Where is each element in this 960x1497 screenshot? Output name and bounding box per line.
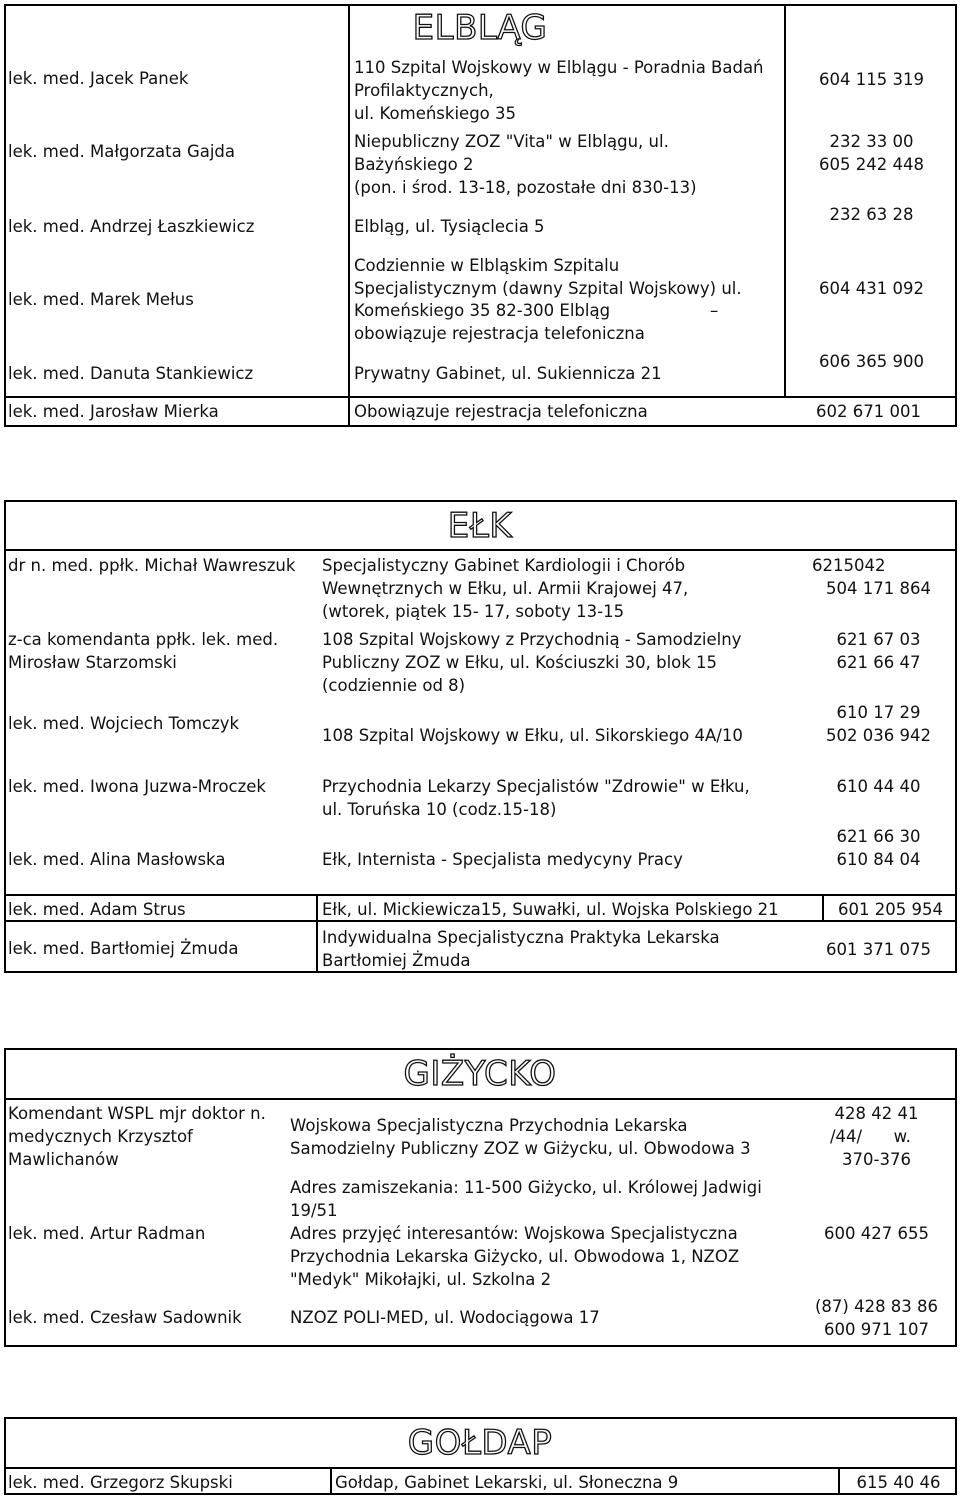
phone-number: 610 44 40 — [836, 777, 921, 796]
section-title-goldap: GOŁDAP — [407, 1423, 553, 1463]
phone-number: 601 205 954 — [838, 900, 943, 919]
elk-col-divider-1 — [316, 894, 318, 973]
clinic-address: Wewnętrznych w Ełku, ul. Armii Krajowej 47, — [322, 579, 689, 598]
phone-number: 370-376 — [842, 1150, 911, 1169]
phone-number: /44/ w. — [830, 1127, 911, 1146]
phone-number: (87) 428 83 86 — [814, 1297, 939, 1316]
doctor-name: lek. med. Czesław Sadownik — [8, 1308, 242, 1327]
section-title-elblag: ELBLĄG — [412, 8, 548, 48]
phone-number: 601 371 075 — [826, 940, 931, 959]
clinic-address: Wojskowa Specjalistyczna Przychodnia Lekarska — [290, 1116, 688, 1135]
doctor-name: dr n. med. ppłk. Michał Wawreszuk — [8, 556, 296, 575]
phone-number: 600 971 107 — [824, 1320, 929, 1339]
phone-number: 604 115 319 — [819, 70, 924, 89]
phone-number: 232 33 00 — [829, 132, 914, 151]
doctor-name: lek. med. Andrzej Łaszkiewicz — [8, 217, 255, 236]
clinic-address: Adres zamiszekania: 11-500 Giżycko, ul. Królowej Jadwigi — [290, 1178, 762, 1197]
gizycko-row-divider — [4, 1098, 957, 1100]
section-title-elk: EŁK — [447, 506, 513, 546]
clinic-address: Indywidualna Specjalistyczna Praktyka Lekarska — [322, 928, 720, 947]
doctor-name: lek. med. Alina Masłowska — [8, 850, 226, 869]
section-title-gizycko: GIŻYCKO — [403, 1054, 557, 1094]
phone-number: 605 242 448 — [819, 155, 924, 174]
elk-row-divider-1 — [4, 549, 957, 551]
phone-number: 615 40 46 — [856, 1473, 941, 1492]
phone-number: 621 66 30 — [836, 827, 921, 846]
clinic-address: 110 Szpital Wojskowy w Elblągu - Poradnia Badań — [354, 58, 764, 77]
clinic-address: Bażyńskiego 2 — [354, 155, 474, 174]
clinic-address: obowiązuje rejestracja telefoniczna — [354, 324, 645, 343]
phone-number: 604 431 092 — [819, 279, 924, 298]
phone-number: 621 67 03 — [836, 630, 921, 649]
clinic-address: Prywatny Gabinet, ul. Sukiennicza 21 — [354, 364, 662, 383]
phone-number: 6215042 — [812, 556, 886, 575]
clinic-address: "Medyk" Mikołajki, ul. Szkolna 2 — [290, 1270, 552, 1289]
phone-number: 504 171 864 — [826, 579, 931, 598]
phone-number: 502 036 942 — [826, 726, 931, 745]
phone-number: 232 63 28 — [829, 205, 914, 224]
clinic-address: Profilaktycznych, — [354, 81, 494, 100]
elk-row-divider-2 — [4, 894, 957, 896]
clinic-address: 108 Szpital Wojskowy z Przychodnią - Samodzielny — [322, 630, 742, 649]
clinic-address: ul. Toruńska 10 (codz.15-18) — [322, 800, 557, 819]
clinic-address: Ełk, Internista - Specjalista medycyny Pracy — [322, 850, 683, 869]
doctor-name: lek. med. Artur Radman — [8, 1224, 206, 1243]
goldap-col-divider-1 — [330, 1467, 332, 1495]
clinic-address: Codziennie w Elbląskim Szpitalu — [354, 256, 620, 275]
clinic-address: 19/51 — [290, 1201, 338, 1220]
clinic-address: Komeńskiego 35 82-300 Elbląg — [354, 301, 611, 320]
phone-number: 610 84 04 — [836, 850, 921, 869]
dash-mark: – — [710, 301, 719, 320]
doctor-name: lek. med. Jarosław Mierka — [8, 402, 219, 421]
elblag-row-divider — [4, 396, 957, 398]
clinic-address: Przychodnia Lekarska Giżycko, ul. Obwodowa 1, NZOZ — [290, 1247, 740, 1266]
clinic-address: Adres przyjęć interesantów: Wojskowa Specjalistyczna — [290, 1224, 738, 1243]
goldap-row-divider — [4, 1467, 957, 1469]
phone-number: 602 671 001 — [816, 402, 921, 421]
clinic-address: Przychodnia Lekarzy Specjalistów "Zdrowie" w Ełku, — [322, 777, 750, 796]
elblag-col-divider-2 — [784, 4, 786, 397]
doctor-name: lek. med. Iwona Juzwa-Mroczek — [8, 777, 266, 796]
phone-number: 610 17 29 — [836, 703, 921, 722]
clinic-address: ul. Komeńskiego 35 — [354, 104, 517, 123]
doctor-name: lek. med. Danuta Stankiewicz — [8, 364, 254, 383]
doctor-name: z-ca komendanta ppłk. lek. med. — [8, 630, 279, 649]
doctor-name: lek. med. Bartłomiej Żmuda — [8, 939, 239, 958]
clinic-address: Samodzielny Publiczny ZOZ w Giżycku, ul. Obwodowa 3 — [290, 1139, 751, 1158]
phone-number: 600 427 655 — [824, 1224, 929, 1243]
clinic-address: Specjalistycznym (dawny Szpital Wojskowy) ul. — [354, 279, 742, 298]
elblag-col-divider-1 — [348, 4, 350, 427]
clinic-address: NZOZ POLI-MED, ul. Wodociągowa 17 — [290, 1308, 600, 1327]
clinic-address: Ełk, ul. Mickiewicza15, Suwałki, ul. Wojska Polskiego 21 — [322, 900, 779, 919]
clinic-address: 108 Szpital Wojskowy w Ełku, ul. Sikorskiego 4A/10 — [322, 726, 743, 745]
doctor-name: Mirosław Starzomski — [8, 653, 177, 672]
clinic-address: Specjalistyczny Gabinet Kardiologii i Chorób — [322, 556, 686, 575]
doctor-name: lek. med. Jacek Panek — [8, 69, 189, 88]
clinic-address: Obowiązuje rejestracja telefoniczna — [354, 402, 648, 421]
clinic-address: Gołdap, Gabinet Lekarski, ul. Słoneczna 9 — [335, 1473, 679, 1492]
doctor-name: lek. med. Małgorzata Gajda — [8, 142, 236, 161]
clinic-address: (pon. i środ. 13-18, pozostałe dni 830-13) — [354, 178, 697, 197]
doctor-name: Komendant WSPL mjr doktor n. — [8, 1104, 266, 1123]
doctor-name: lek. med. Wojciech Tomczyk — [8, 714, 240, 733]
clinic-address: Elbląg, ul. Tysiąclecia 5 — [354, 217, 545, 236]
phone-number: 606 365 900 — [819, 352, 924, 371]
clinic-address: Bartłomiej Żmuda — [322, 951, 471, 970]
phone-number: 621 66 47 — [836, 653, 921, 672]
doctor-name: medycznych Krzysztof — [8, 1127, 193, 1146]
clinic-address: (wtorek, piątek 15- 17, soboty 13-15 — [322, 602, 625, 621]
clinic-address: Niepubliczny ZOZ "Vita" w Elblągu, ul. — [354, 132, 669, 151]
doctor-name: lek. med. Grzegorz Skupski — [8, 1473, 233, 1492]
clinic-address: (codziennie od 8) — [322, 676, 466, 695]
phone-number: 428 42 41 — [834, 1104, 919, 1123]
doctor-name: Mawlichanów — [8, 1150, 119, 1169]
clinic-address: Publiczny ZOZ w Ełku, ul. Kościuszki 30, blok 15 — [322, 653, 718, 672]
doctor-name: lek. med. Marek Mełus — [8, 290, 194, 309]
doctor-name: lek. med. Adam Strus — [8, 900, 186, 919]
